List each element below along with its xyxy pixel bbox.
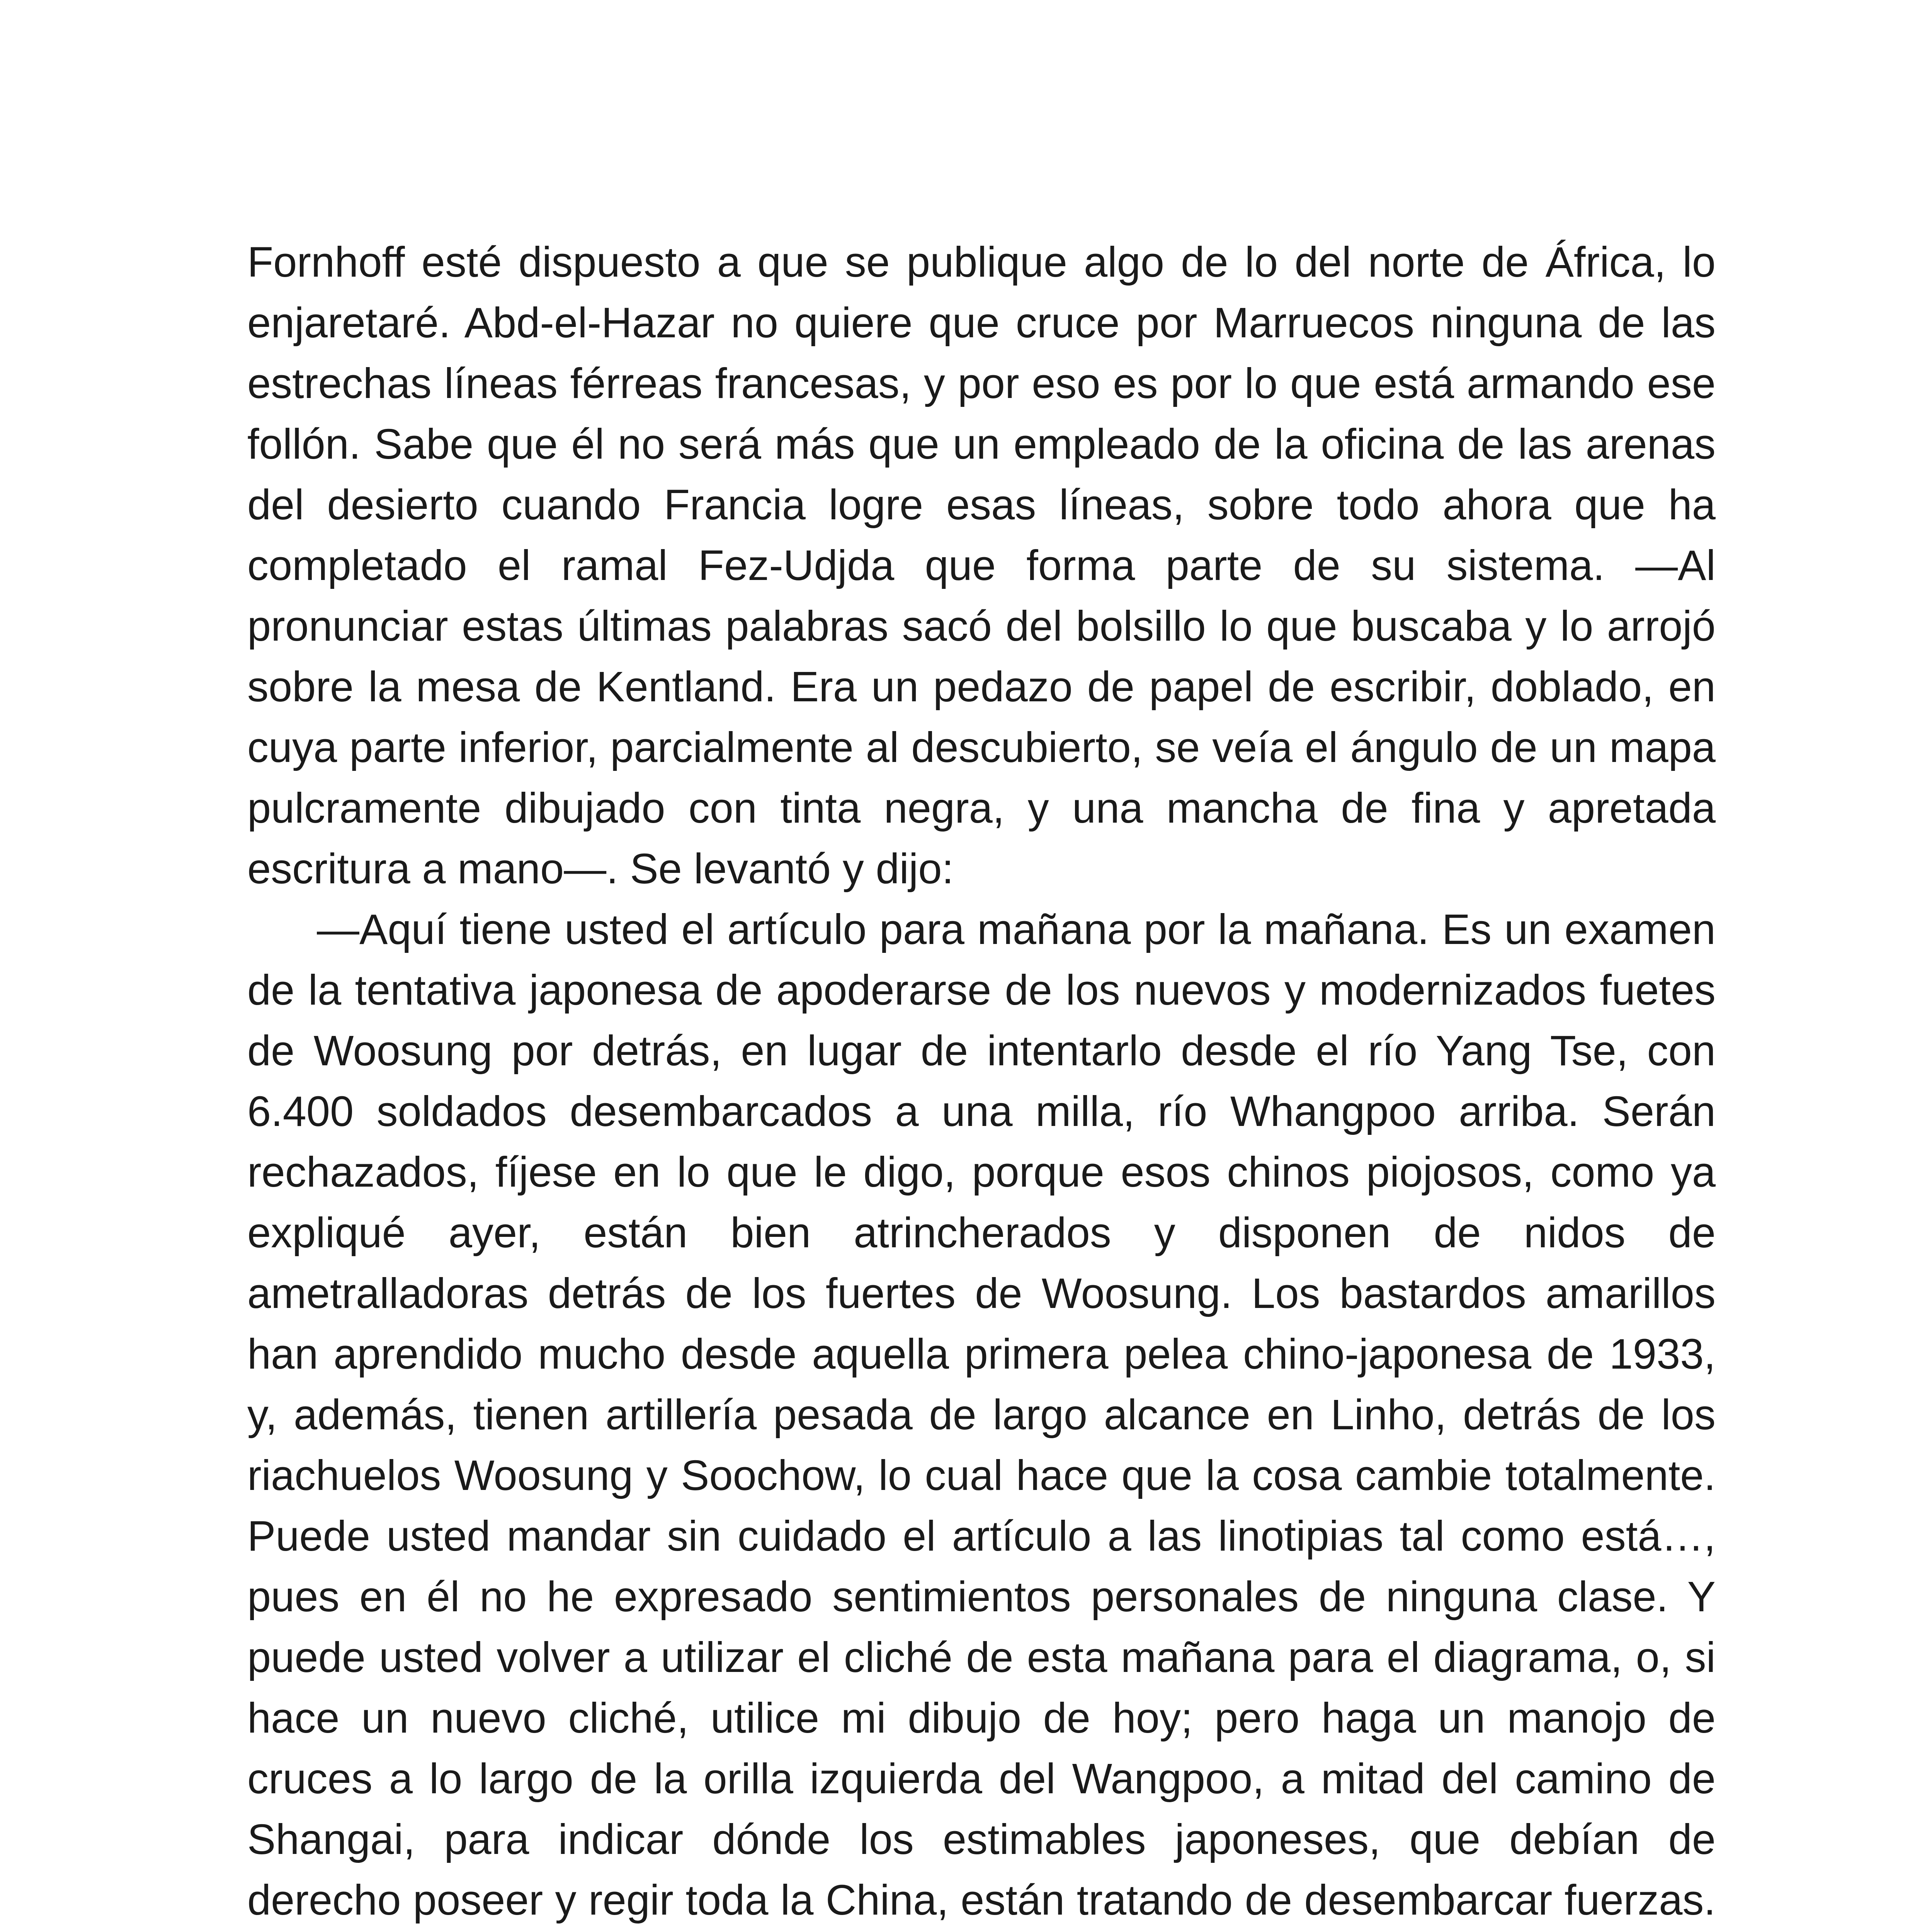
paragraph-continued: Fornhoff esté dispuesto a que se publique algo de lo del norte de África, lo enjaretaré. Abd-el-Hazar no quiere que cruce por Marruecos ninguna de las estrechas líneas férreas francesas, y por eso es por lo que está armando ese follón. Sabe que él no será más que un empleado de la oficina de las arenas del desierto cuando Francia logre esas líneas, sobre todo ahora que ha completado el ramal Fez-Udjda que forma parte de su sistema. —Al pronunciar estas últimas palabras sacó del bolsillo lo que buscaba y lo arrojó sobre la mesa de Kentland. Era un pedazo de papel de escribir, doblado, en cuya parte inferior, parcialmente al descubierto, se veía el ángulo de un mapa pulcramente dibujado con tinta negra, y una mancha de fina y apretada escritura a mano—. Se levantó y dijo: [247,238,1716,893]
page-body [247,232,1716,1932]
paragraph-dialogue: —Aquí tiene usted el artículo para mañana por la mañana. Es un examen de la tentativa japonesa de apoderarse de los nuevos y modernizados fuetes de Woosung por detrás, en lugar de intentarlo desde el río Yang Tse, con 6.400 soldados desembarcados a una milla, río Whangpoo arriba. Serán rechazados, fíjese en lo que le digo, porque esos chinos piojosos, como ya expliqué ayer, están bien atrincherados y disponen de nidos de ametralladoras detrás de los fuertes de Woosung. Los bastardos amarillos han aprendido mucho desde aquella primera pelea chino-japonesa de 1933, y, además, tienen artillería pesada de largo alcance en Linho, detrás de los riachuelos Woosung y Soochow, lo cual hace que la cosa cambie totalmente. Puede usted mandar sin cuidado el artículo a las linotipias tal como está…, pues en él no he expresado sentimientos personales de ninguna clase. Y puede usted volver a utilizar el cliché de esta mañana para el diagrama, o, si hace un nuevo cliché, utilice mi dibujo de hoy; pero haga un manojo de cruces a lo largo de la orilla izquierda del Wangpoo, a mitad del camino de Shangai, para indicar dónde los estimables japoneses, que debían de derecho poseer y regir toda la China, están tratando de desembarcar fuerzas. [247,906,1716,1924]
